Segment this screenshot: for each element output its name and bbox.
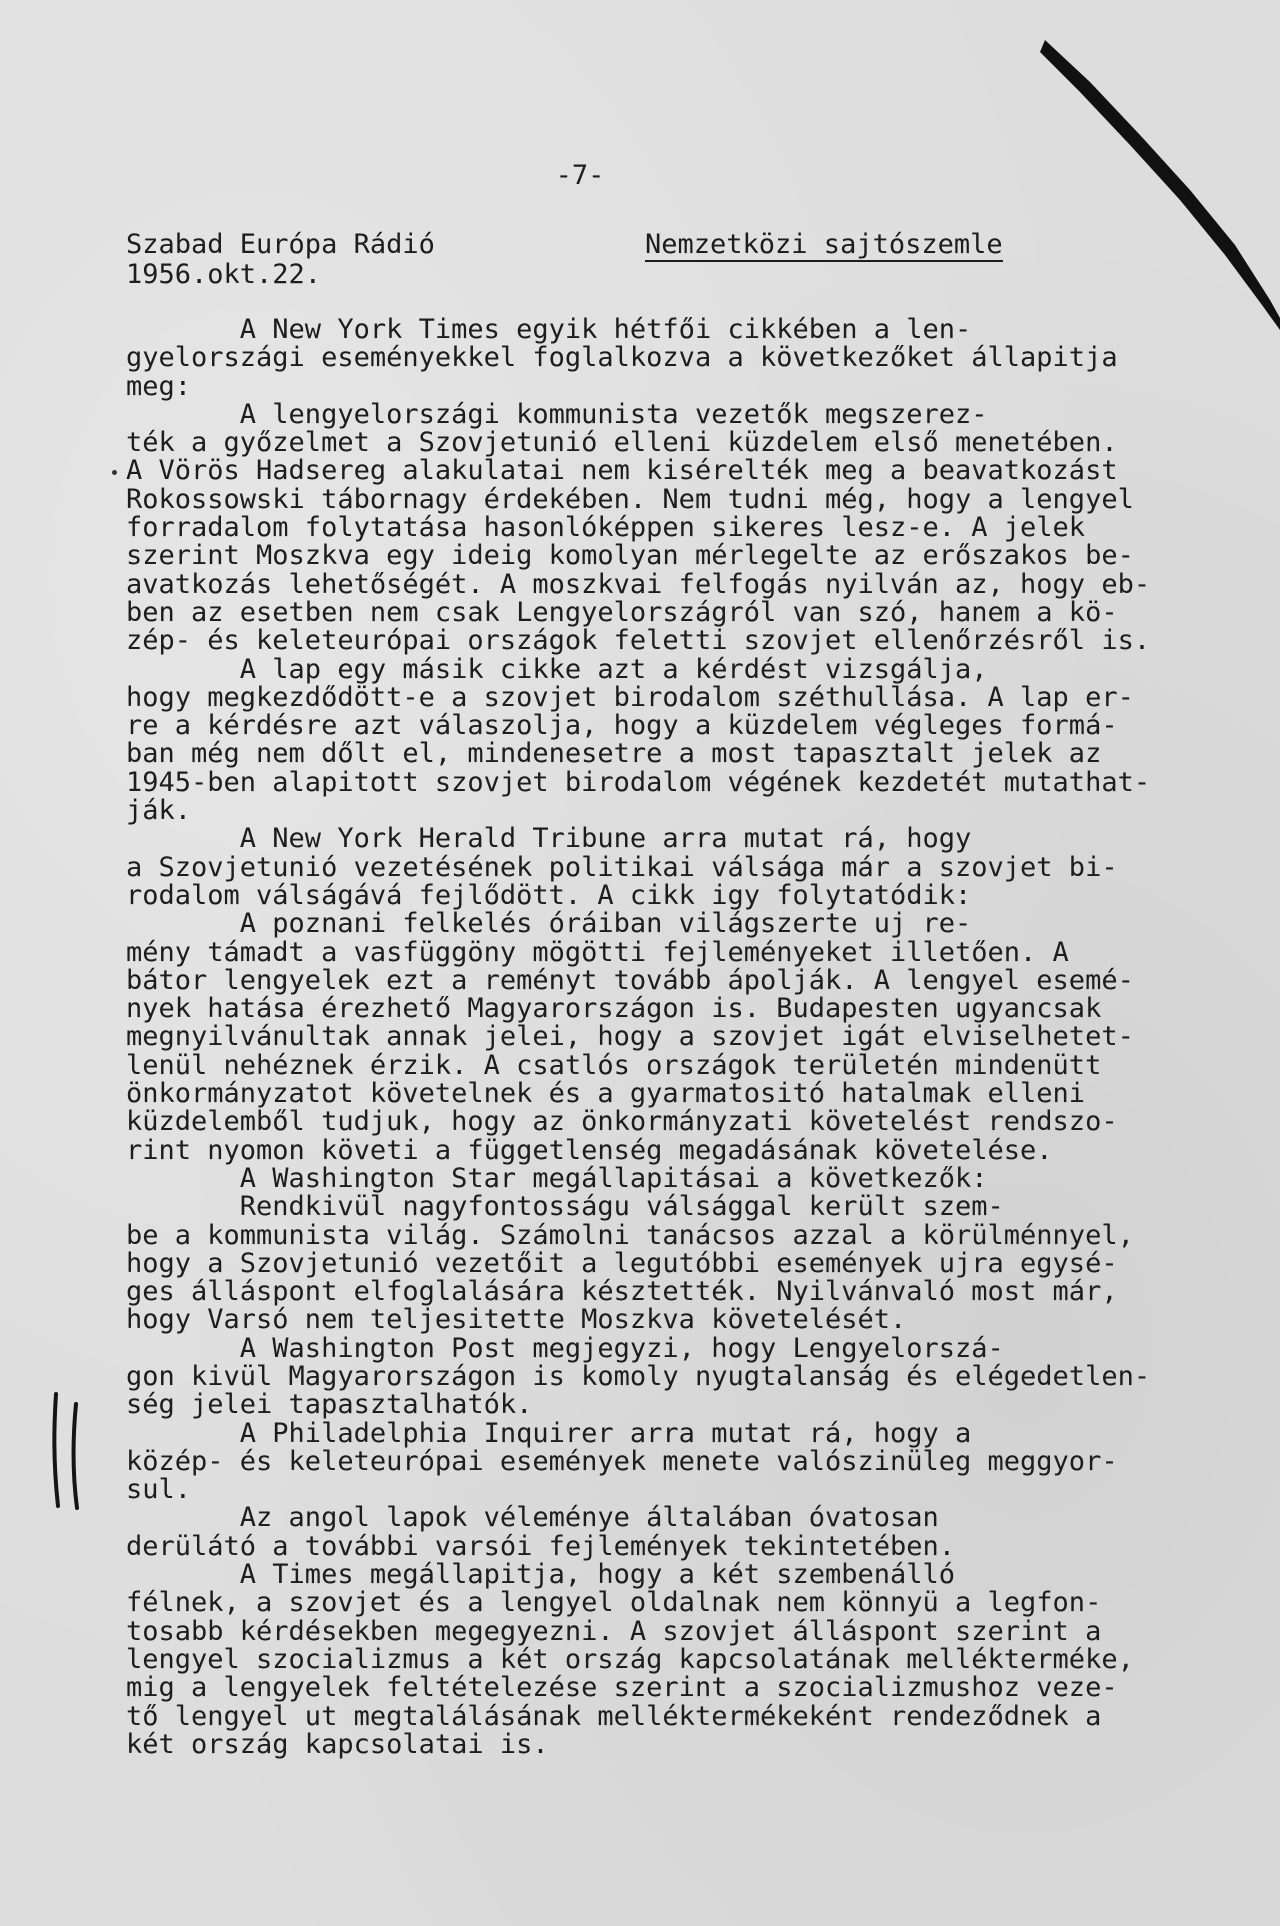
text-line: megnyilvánultak annak jelei, hogy a szovjet igát elviselhetet-: [126, 1023, 1134, 1052]
text-line: mig a lengyelek feltételezése szerint a szocializmushoz vezе-: [126, 1674, 1118, 1703]
text-line: hogy Varsó nem teljesitette Moszkva követelését.: [126, 1306, 907, 1335]
document-body: [126, 316, 1166, 1759]
text-line: be a kommunista világ. Számolni tanácsos azzal a körülménnyel,: [126, 1221, 1134, 1250]
text-line: rodalom válságává fejlődött. A cikk igy folytatódik:: [126, 881, 972, 911]
text-line: A New York Times egyik hétfői cikkében a len-: [126, 316, 972, 345]
text-line: ják.: [126, 797, 192, 826]
text-line: Rokossowski tábornagy érdekében. Nem tudni még, hogy a lengyel: [126, 485, 1134, 515]
text-line: hogy megkezdődött-e a szovjet birodalom széthullása. A lap er-: [126, 683, 1134, 713]
text-line: mény támadt a vasfüggöny mögötti fejleményeket illetően. A: [126, 938, 1069, 967]
text-line: A Washington Post megjegyzi, hogy Lengyelorszá-: [126, 1334, 1004, 1363]
text-line: Rendkivül nagyfontosságu válsággal került szem-: [126, 1193, 1004, 1222]
text-line: forradalom folytatása hasonlóképpen sikeres lesz-e. A jelek: [126, 514, 1086, 543]
text-line: ges álláspont elfoglalására késztették. Nyilvánvaló most már,: [126, 1278, 1118, 1307]
handwritten-margin-mark: [44, 1390, 94, 1510]
text-line: A Philadelphia Inquirer arra mutat rá, hogy a: [126, 1419, 972, 1448]
text-line: szerint Moszkva egy ideig komolyan mérlegelte az erőszakos be-: [126, 542, 1134, 571]
text-line: gyelországi eseményekkel foglalkozva a következőket állapitja: [126, 344, 1118, 373]
text-line: hogy a Szovjetunió vezetőit a legutóbbi események ujra egysé-: [126, 1249, 1118, 1279]
text-line: avatkozás lehetőségét. A moszkvai felfogás nyilván az, hogy eb-: [126, 570, 1151, 599]
header-title: Nemzetközi sajtószemle: [645, 229, 1003, 260]
text-line: re a kérdésre azt válaszolja, hogy a küzdelem végleges formá-: [126, 712, 1118, 741]
text-line: rint nyomon követi a függetlenség megadásának követelése.: [126, 1136, 1053, 1165]
text-line: zép- és keleteurópai országok feletti szovjet ellenőrzésről is.: [126, 627, 1151, 656]
margin-dot: [112, 470, 117, 475]
text-line: félnek, a szovjet és a lengyel oldalnak nem könnyü a legfon-: [126, 1589, 1102, 1618]
text-line: lenül nehéznek érzik. A csatlós országok területén mindenütt: [126, 1051, 1102, 1081]
text-line: tosabb kérdésekben megegyezni. A szovjet álláspont szerint a: [126, 1617, 1102, 1646]
text-line: meg:: [126, 372, 192, 401]
text-line: ték a győzelmet a Szovjetunió elleni küzdelem első menetében.: [126, 429, 1118, 458]
text-line: Az angol lapok véleménye általában óvatosan: [126, 1504, 939, 1533]
text-line: ban még nem dőlt el, mindenesetre a most tapasztalt jelek az: [126, 740, 1102, 769]
text-line: küzdelemből tudjuk, hogy az önkormányzati követelést rendszo-: [126, 1108, 1118, 1137]
text-line: ség jelei tapasztalhatók.: [126, 1391, 533, 1420]
header-source: [126, 230, 435, 290]
text-line: A Times megállapitja, hogy a két szembenálló: [126, 1561, 956, 1590]
text-line: bátor lengyelek ezt a reményt tovább ápolják. A lengyel esemé-: [126, 966, 1134, 996]
text-line: sul.: [126, 1476, 192, 1505]
header-source-name: Szabad Európa Rádió: [126, 229, 435, 260]
text-line: A lap egy másik cikke azt a kérdést vizsgálja,: [126, 655, 988, 684]
text-line: önkormányzatot követelnek és a gyarmatositó hatalmak elleni: [126, 1080, 1086, 1109]
text-line: közép- és keleteurópai események menete valószinüleg meggyor-: [126, 1447, 1118, 1477]
text-line: derülátó a további varsói fejlemények tekintetében.: [126, 1532, 956, 1562]
text-line: A Vörös Hadsereg alakulatai nem kisérelték meg a beavatkozást: [126, 457, 1118, 486]
page-number: -7-: [555, 160, 605, 191]
text-line: két ország kapcsolatai is.: [126, 1730, 549, 1760]
header-date: 1956.okt.22.: [126, 259, 322, 290]
text-line: A lengyelországi kommunista vezetők megszerez-: [126, 400, 988, 430]
text-line: gon kivül Magyarországon is komoly nyugtalanság és elégedetlen-: [126, 1362, 1151, 1392]
text-line: nyek hatása érezhető Magyarországon is. Budapesten ugyancsak: [126, 995, 1102, 1024]
text-line: A Washington Star megállapitásai a következők:: [126, 1164, 988, 1194]
text-line: ben az esetben nem csak Lengyelországról van szó, hanem a kö-: [126, 598, 1118, 628]
text-line: 1945-ben alapitott szovjet birodalom végének kezdetét mutathat-: [126, 768, 1151, 798]
text-line: tő lengyel ut megtalálásának melléktermékeként rendeződnek a: [126, 1702, 1102, 1731]
text-line: a Szovjetunió vezetésének politikai válsága már a szovjet bi-: [126, 853, 1118, 882]
text-line: A poznani felkelés óráiban világszerte uj re-: [126, 910, 972, 939]
text-line: A New York Herald Tribune arra mutat rá, hogy: [126, 825, 972, 854]
text-line: lengyel szocializmus a két ország kapcsolatának melléktermékе,: [126, 1645, 1134, 1675]
